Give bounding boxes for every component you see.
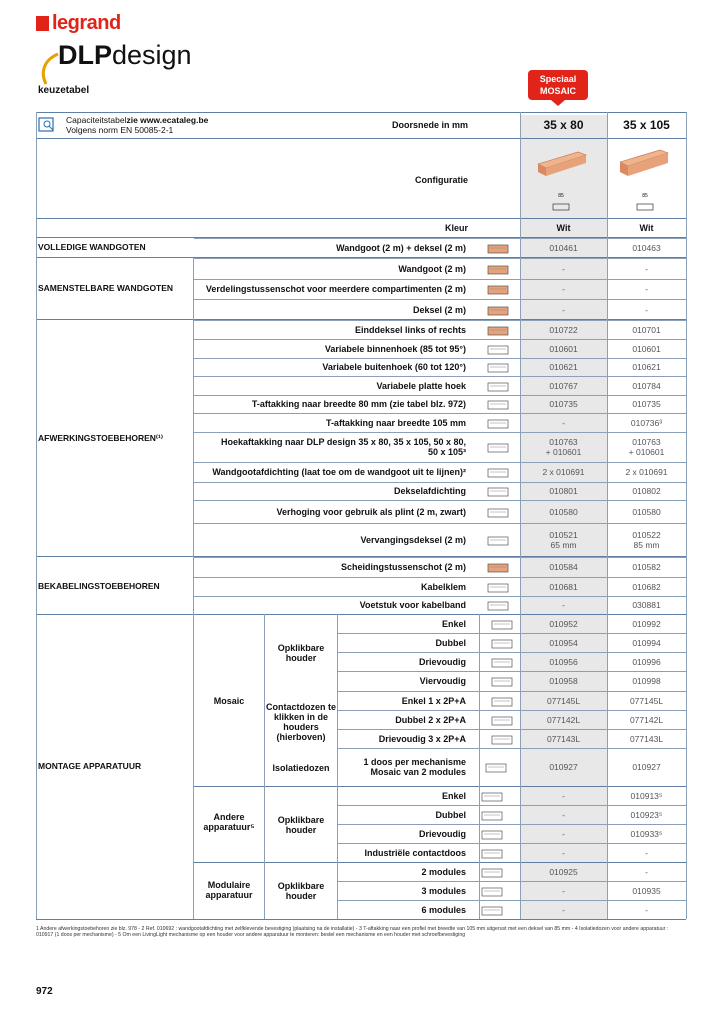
column-divider (193, 257, 194, 616)
column-divider (36, 112, 37, 919)
row-divider (194, 577, 686, 578)
row-label: Wandgootafdichting (laat toe om de wandgoot uit te lijnen)² (212, 467, 466, 477)
value-35x80: 010681 (549, 581, 578, 592)
column-divider (520, 112, 521, 919)
section-icon (636, 203, 654, 211)
product-icon (486, 343, 508, 355)
row-label: Verhoging voor gebruik als plint (2 m, zwart) (276, 506, 466, 517)
page-number: 972 (36, 986, 53, 997)
section-divider (36, 919, 686, 920)
product-icon (486, 242, 508, 254)
value-35x105: 2 x 010691 (625, 467, 668, 477)
row-divider (194, 596, 686, 597)
legrand-logo-mark (36, 16, 49, 31)
value-35x80: 010952 (549, 618, 578, 629)
value-35x80: - (562, 809, 565, 820)
dim-2: 85 (642, 193, 648, 199)
value-35x80: 010580 (549, 506, 578, 517)
section-divider (194, 862, 686, 863)
row-divider (337, 691, 686, 692)
row-divider (194, 500, 686, 501)
page-subtitle: keuzetabel (38, 85, 90, 96)
group-mosaic: Mosaic (213, 696, 245, 706)
value-35x105: 010701 (632, 324, 661, 335)
value-35x105: 010913⁵ (630, 790, 663, 801)
value-35x105: - (645, 866, 648, 877)
group-volledige: VOLLEDIGE WANDGOTEN (38, 242, 146, 252)
row-divider (337, 748, 686, 749)
norm-note: Volgens norm EN 50085-2-1 (66, 124, 174, 135)
profile-35x80-image (536, 150, 588, 180)
row-label: Variabele binnenhoek (85 tot 95°) (324, 343, 466, 354)
dim-1: 85 (558, 193, 564, 199)
value-35x80: 077142L (546, 714, 581, 725)
product-title: DLPdesign (58, 40, 192, 70)
value-35x105: - (645, 304, 648, 315)
value-35x80: 010584 (549, 562, 578, 572)
row-label: Wandgoot (2 m) + deksel (2 m) (336, 243, 466, 253)
section-divider (36, 257, 686, 258)
value-35x80: 077145L (546, 695, 581, 706)
value-35x105: 010763 + 010601 (628, 437, 665, 457)
column-divider (479, 614, 480, 919)
value-35x80: 010763 + 010601 (545, 437, 582, 457)
row-divider (337, 729, 686, 730)
col-35x80: 35 x 80 (543, 118, 584, 132)
group-samenstelbare: SAMENSTELBARE WANDGOTEN (38, 283, 174, 293)
profile-35x105-image (618, 148, 670, 180)
product-icon (486, 398, 508, 410)
value-35x105: 010522 85 mm (632, 530, 661, 550)
product-icon (486, 581, 508, 593)
value-35x80: 010925 (549, 866, 578, 877)
value-35x105: 010994 (632, 637, 661, 648)
row-divider (194, 413, 686, 414)
value-35x105: 010582 (632, 562, 661, 572)
row-divider (337, 633, 686, 634)
value-35x80: 077143L (546, 733, 581, 744)
product-icon (490, 675, 512, 687)
row-label: Scheidingstussenschot (2 m) (340, 562, 466, 572)
value-35x80: 010927 (549, 762, 578, 772)
value-35x80: 010801 (549, 486, 578, 496)
product-icon (480, 866, 502, 878)
legrand-logo: legrand (52, 12, 121, 34)
column-divider (686, 112, 687, 919)
section-divider (36, 614, 686, 615)
row-label: Drievoudig (418, 656, 466, 667)
section-divider (36, 237, 686, 238)
group-afwerking: AFWERKINGSTOEBEHOREN⁽¹⁾ (38, 433, 163, 443)
row-divider (194, 279, 686, 280)
value-35x105: 077143L (629, 733, 664, 744)
column-divider (337, 614, 338, 919)
value-35x105: 030881 (632, 600, 661, 610)
row-label: 2 modules (421, 866, 466, 877)
row-label: T-aftakking naar breedte 80 mm (zie tabel blz. 972) (251, 399, 466, 409)
row-divider (194, 432, 686, 433)
product-icon (480, 904, 502, 916)
product-icon (480, 828, 502, 840)
product-icon (490, 637, 512, 649)
value-35x80: 010722 (549, 324, 578, 335)
value-35x105: 010802 (632, 486, 661, 496)
product-icon (490, 618, 512, 630)
product-icon (486, 304, 508, 316)
value-35x105: 010463 (632, 243, 661, 253)
product-icon (490, 733, 512, 745)
row-divider (194, 320, 686, 321)
row-divider (337, 900, 686, 901)
value-35x105: 010935 (632, 885, 661, 896)
column-divider (264, 614, 265, 786)
kleur-col1: Wit (556, 223, 571, 233)
book-icon (38, 116, 58, 134)
group-bekabeling: BEKABELINGSTOEBEHOREN (38, 581, 160, 591)
value-35x105: 010933⁵ (630, 828, 663, 839)
value-35x80: 010461 (549, 243, 578, 253)
product-icon (486, 417, 508, 429)
kleur-label: Kleur (444, 223, 468, 233)
sub-opklik3: Opklikbare houder (277, 881, 325, 901)
row-divider (194, 557, 686, 558)
badge-arrow-icon (551, 100, 565, 106)
row-label: Verdelingstussenschot voor meerdere compartimenten (2 m) (205, 284, 466, 294)
value-35x80: 010735 (549, 399, 578, 409)
product-icon (484, 761, 506, 773)
product-icon (486, 485, 508, 497)
value-35x105: 010735 (632, 399, 661, 409)
product-icon (486, 534, 508, 546)
row-label: Kabelklem (420, 581, 466, 592)
row-divider (194, 358, 686, 359)
product-icon (490, 695, 512, 707)
value-35x80: - (562, 284, 565, 294)
row-label: Variabele buitenhoek (60 tot 120°) (322, 362, 466, 372)
row-label: Voetstuk voor kabelband (359, 600, 466, 610)
row-label: Viervoudig (419, 676, 466, 686)
product-icon (480, 809, 502, 821)
value-35x105: 010998 (632, 676, 661, 686)
value-35x80: 010956 (549, 656, 578, 667)
row-label: 6 modules (421, 904, 466, 915)
row-label: Deksel (2 m) (412, 304, 466, 315)
value-35x105: 077142L (629, 714, 664, 725)
mosaic-badge: Speciaal MOSAIC (528, 70, 588, 100)
value-35x80: - (562, 885, 565, 896)
footnote: 1 Andere afwerkingstoebehoren zie blz. 978 - 2 Ref. 010692 : wandgootafdichting met zelfklevende bevestiging (plaatsing na de installatie) - 3 T-aftakking naar een profiel met breedte van 105 mm uitgerust met een deksel van 85 mm - 4 Isolatiedozen voor andere apparatuur : 010917 (1 doos per mechanisme) - 5 Om een LivingLight mechanisme op een houder voor andere apparatuur te monteren: bestel een mechanisme en een houder met schroefbevestiging (36, 926, 669, 938)
row-label: Dubbel (435, 809, 466, 820)
value-35x105: - (645, 284, 648, 294)
value-35x80: - (562, 304, 565, 315)
product-icon (486, 263, 508, 275)
row-divider (337, 652, 686, 653)
row-divider (337, 710, 686, 711)
column-divider (264, 786, 265, 919)
section-icon (552, 203, 570, 211)
row-label: Dekselafdichting (393, 486, 466, 496)
value-35x80: 010958 (549, 676, 578, 686)
value-35x105: 010923⁵ (630, 809, 663, 820)
value-35x105: 010992 (632, 618, 661, 629)
sub-opklik2: Opklikbare houder (277, 815, 325, 835)
section-divider (36, 556, 686, 557)
value-35x80: 010621 (549, 362, 578, 372)
configuratie-label: Configuratie (415, 175, 468, 185)
value-35x105: 010621 (632, 362, 661, 372)
row-label: Vervangingsdeksel (2 m) (360, 535, 466, 545)
row-label: Variabele platte hoek (376, 380, 466, 391)
row-label: Wandgoot (2 m) (398, 263, 466, 274)
row-divider (194, 462, 686, 463)
product-icon (486, 506, 508, 518)
row-label: Enkel (441, 790, 466, 801)
sub-isolatie: Isolatiedozen (272, 763, 330, 773)
capacity-note: Capaciteitstabel zie www.ecataleg.be (66, 114, 209, 125)
doorsnede-label: Doorsnede in mm (391, 120, 468, 130)
section-divider (36, 112, 686, 113)
product-icon (486, 466, 508, 478)
row-divider (194, 395, 686, 396)
row-divider (194, 482, 686, 483)
group-montage: MONTAGE APPARATUUR (38, 761, 142, 771)
section-divider (36, 319, 686, 320)
row-divider (194, 523, 686, 524)
row-divider (337, 881, 686, 882)
value-35x80: - (562, 828, 565, 839)
value-35x80: - (562, 417, 565, 428)
row-divider (194, 376, 686, 377)
col-35x105: 35 x 105 (623, 118, 670, 132)
row-divider (337, 843, 686, 844)
value-35x105: - (645, 847, 648, 858)
section-divider (194, 786, 686, 787)
product-icon (486, 441, 508, 453)
sub-opklik1: Opklikbare houder (277, 643, 325, 663)
row-divider (337, 671, 686, 672)
value-35x105: 010580 (632, 506, 661, 517)
value-35x80: - (562, 600, 565, 610)
row-label: Dubbel (435, 637, 466, 648)
product-icon (486, 361, 508, 373)
row-label: Enkel (441, 618, 466, 629)
value-35x80: - (562, 847, 565, 858)
row-divider (337, 824, 686, 825)
column-divider (607, 112, 608, 919)
product-icon (480, 790, 502, 802)
row-label: Dubbel 2 x 2P+A (395, 714, 466, 725)
group-andere: Andere apparatuur⁵ (203, 812, 255, 832)
row-label: Drievoudig 3 x 2P+A (378, 733, 466, 744)
row-label: Enkel 1 x 2P+A (401, 695, 466, 706)
row-divider (194, 258, 686, 259)
product-icon (486, 283, 508, 295)
row-label: Industriële contactdoos (364, 847, 466, 858)
product-icon (486, 324, 508, 336)
value-35x105: 010682 (632, 581, 661, 592)
value-35x80: 010601 (549, 343, 578, 354)
value-35x80: 010954 (549, 637, 578, 648)
row-divider (337, 805, 686, 806)
kleur-col2: Wit (639, 223, 654, 233)
group-modulaire: Modulaire apparatuur (205, 880, 253, 900)
value-35x105: 010601 (632, 343, 661, 354)
value-35x105: 010784 (632, 380, 661, 391)
product-icon (486, 599, 508, 611)
row-label: 3 modules (421, 885, 466, 896)
section-divider (36, 138, 686, 139)
sub-contactdozen: Contactdozen te klikken in de houders (hierboven) (265, 702, 336, 742)
value-35x80: 010767 (549, 380, 578, 391)
row-label: Hoekaftakking naar DLP design 35 x 80, 35 x 105, 50 x 80, 50 x 105³ (221, 437, 466, 457)
value-35x105: - (645, 904, 648, 915)
value-35x80: 010521 65 mm (549, 530, 578, 550)
row-divider (194, 299, 686, 300)
value-35x105: - (645, 263, 648, 274)
value-35x105: 010996 (632, 656, 661, 667)
row-label: Drievoudig (418, 828, 466, 839)
section-divider (36, 218, 686, 219)
column-divider (193, 614, 194, 919)
row-label: 1 doos per mechanisme Mosaic van 2 modules (363, 757, 466, 777)
product-icon (480, 885, 502, 897)
product-icon (490, 656, 512, 668)
product-icon (486, 561, 508, 573)
product-icon (490, 714, 512, 726)
value-35x80: - (562, 790, 565, 801)
product-icon (486, 380, 508, 392)
value-35x105: 010927 (632, 762, 661, 772)
row-divider (194, 339, 686, 340)
row-divider (194, 238, 686, 239)
value-35x105: 010736³ (630, 417, 663, 428)
value-35x105: 077145L (629, 695, 664, 706)
product-icon (480, 847, 502, 859)
value-35x80: - (562, 263, 565, 274)
row-label: T-aftakking naar breedte 105 mm (325, 417, 466, 428)
row-label: Einddeksel links of rechts (354, 324, 466, 335)
value-35x80: 2 x 010691 (542, 467, 585, 477)
value-35x80: - (562, 904, 565, 915)
